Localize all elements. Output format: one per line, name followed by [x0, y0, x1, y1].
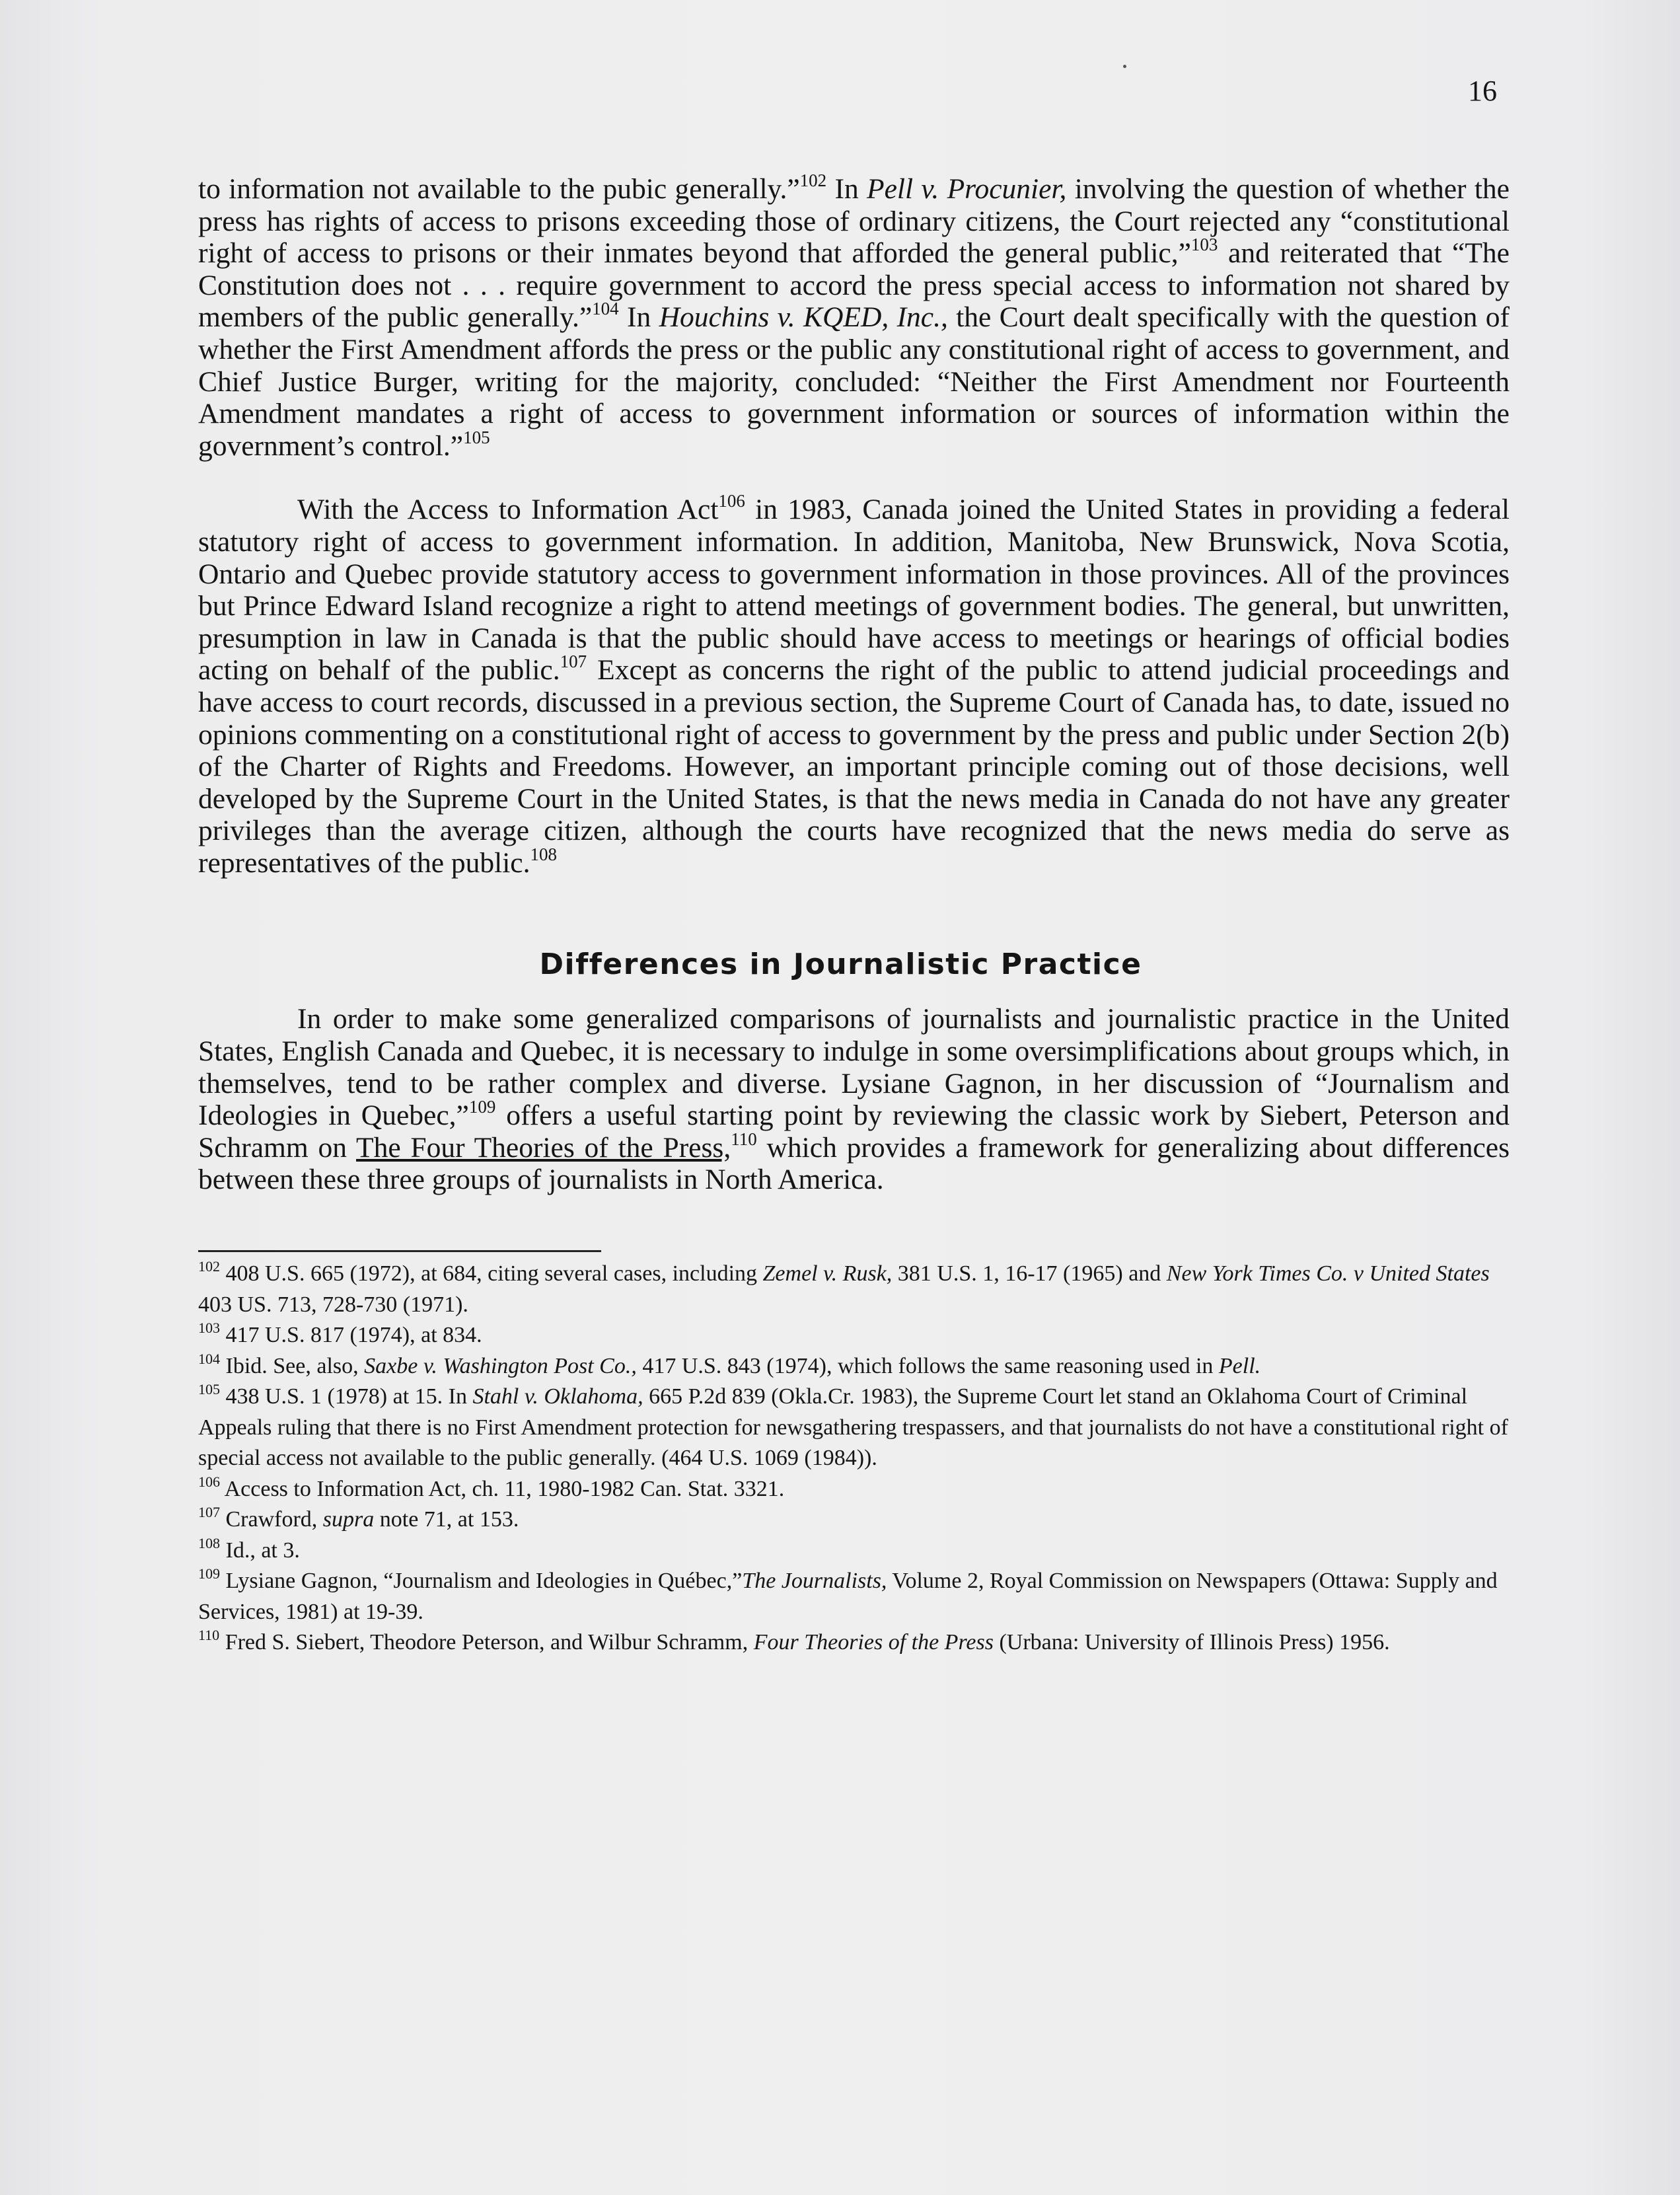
italic-text: Pell.: [1218, 1353, 1261, 1378]
footnote-reference: 108: [530, 844, 557, 864]
italic-text: New York Times Co. v United States: [1166, 1261, 1490, 1286]
text-run: the Court dealt specifically with the question of whether the First Amendment affords the press or the public any constitutional right of access to government, and Chief Justice Burger, writing for the majority, concluded: “Neither the First Amendment nor Fourteenth Amendment mandates a right of access to government information or sources of information within the government’s control.”: [198, 301, 1510, 462]
footnote-109: [198, 1566, 1510, 1627]
footnote-number: 106: [198, 1473, 220, 1490]
footnote-107: [198, 1505, 1510, 1536]
text-run: Ibid. See, also,: [220, 1353, 365, 1378]
text-run: note 71, at 153.: [374, 1507, 519, 1532]
footnote-number: 105: [198, 1381, 220, 1398]
footnote-number: 110: [198, 1627, 220, 1644]
text-run: 417 U.S. 817 (1974), at 834.: [220, 1323, 482, 1348]
italic-text: Stahl v. Oklahoma,: [472, 1384, 643, 1409]
footnotes: [198, 1259, 1510, 1658]
text-run: Crawford,: [220, 1507, 323, 1532]
italic-text: Houchins v. KQED, Inc.,: [659, 301, 948, 334]
text-run: In: [826, 173, 867, 205]
text-run: 381 U.S. 1, 16-17 (1965) and: [892, 1261, 1167, 1286]
footnote-number: 107: [198, 1504, 220, 1521]
footnote-reference: 105: [463, 427, 490, 447]
footnote-103: [198, 1320, 1510, 1351]
text-run: which provides a framework for generalizing about differences between these three groups of journalists in North America.: [198, 1131, 1510, 1196]
footnote-reference: 110: [731, 1129, 757, 1149]
footnote-105: [198, 1382, 1510, 1474]
text-run: Fred S. Siebert, Theodore Peterson, and Wilbur Schramm,: [219, 1630, 754, 1655]
text-run: Lysiane Gagnon, “Journalism and Ideologies in Québec,”: [220, 1569, 743, 1594]
footnote-reference: 104: [592, 299, 619, 319]
footnote-reference: 107: [560, 651, 587, 672]
text-run: to information not available to the pubic generally.”: [198, 173, 800, 205]
italic-text: Pell v. Procunier,: [867, 173, 1067, 205]
footnote-102: [198, 1259, 1510, 1320]
italic-text: Zemel v. Rusk,: [762, 1261, 893, 1286]
text-run: Except as concerns the right of the public to attend judicial proceedings and have access to court records, discussed in a previous section, the Supreme Court of Canada has, to date, issued no opinions commenting on a constitutional right of access to government by the press and public under Section 2(b) of the Charter of Rights and Freedoms. However, an important principle coming out of those decisions, well developed by the Supreme Court in the United States, is that the news media in Canada do not have any greater privileges than the average citizen, although the courts have recognized that the news media do serve as representatives of the public.: [198, 654, 1510, 879]
italic-text: Four Theories of the Press: [753, 1630, 994, 1655]
paragraph-3: [198, 1003, 1510, 1196]
text-run: (Urbana: University of Illinois Press) 1956.: [993, 1630, 1390, 1655]
footnote-108: [198, 1536, 1510, 1567]
text-run: In order to make some generalized comparisons of journalists and journalistic practice in the United States, English Canada and Quebec, it is necessary to indulge in some oversimplifications about groups which, in themselves, tend to be rather complex and diverse. Lysiane Gagnon, in her discussion of “Journalism and Ideologies in Quebec,”: [198, 1003, 1510, 1132]
footnote-number: 102: [198, 1258, 220, 1275]
footnote-reference: 109: [468, 1097, 496, 1117]
text-run: Access to Information Act, ch. 11, 1980-1982 Can. Stat. 3321.: [220, 1476, 785, 1501]
footnote-reference: 102: [799, 170, 827, 190]
footnote-reference: 103: [1190, 235, 1218, 255]
footnote-104: [198, 1351, 1510, 1382]
italic-text: supra: [322, 1507, 375, 1532]
text-run: 438 U.S. 1 (1978) at 15. In: [220, 1384, 473, 1409]
footnote-number: 104: [198, 1350, 220, 1367]
paragraph-1: [198, 170, 1510, 462]
footnote-110: [198, 1627, 1510, 1658]
text-run: offers a useful starting point by reviewing the classic work by Siebert, Peterson and Schramm on: [198, 1099, 1510, 1164]
underlined-title: The Four Theories of the Press,: [356, 1131, 731, 1164]
text-run: Id., at 3.: [220, 1538, 300, 1563]
text-run: in 1983, Canada joined the United States in providing a federal statutory right of access to government information. In addition, Manitoba, New Brunswick, Nova Scotia, Ontario and Quebec provide statutory access to government information in those provinces. All of the provinces but Prince Edward Island recognize a right to attend meetings of government bodies. The general, but unwritten, presumption in law in Canada is that the public should have access to meetings or hearings of official bodies acting on behalf of the public.: [198, 494, 1510, 687]
text-run: and reiterated that “The Constitution does not . . . require government to accord the press special access to information not shared by members of the public generally.”: [198, 237, 1510, 334]
italic-text: Saxbe v. Washington Post Co.,: [364, 1353, 637, 1378]
text-run: involving the question of whether the press has rights of access to prisons exceeding those of ordinary citizens, the Court rejected any “constitutional right of access to prisons or their inmates beyond that afforded the general public,”: [198, 173, 1510, 270]
text-run: In: [618, 301, 659, 334]
footnote-106: [198, 1474, 1510, 1505]
footnote-number: 109: [198, 1565, 220, 1582]
section-heading: Differences in Journalistic Practice: [539, 948, 1142, 982]
body-text: [198, 170, 1510, 1658]
text-run: With the Access to Information Act: [297, 494, 719, 526]
paragraph-2: [198, 491, 1510, 879]
text-run: 403 US. 713, 728-730 (1971).: [198, 1292, 468, 1317]
footnote-divider: [198, 1250, 601, 1252]
text-run: 417 U.S. 843 (1974), which follows the same reasoning used in: [636, 1353, 1219, 1378]
text-run: 408 U.S. 665 (1972), at 684, citing several cases, including: [220, 1261, 763, 1286]
italic-text: The Journalists,: [742, 1569, 887, 1594]
footnote-number: 108: [198, 1534, 220, 1551]
footnote-reference: 106: [718, 491, 745, 511]
footnote-number: 103: [198, 1320, 220, 1337]
page-number: 16: [1468, 75, 1497, 107]
scan-speck: [1123, 65, 1126, 68]
text-run: Volume 2, Royal Commission on Newspapers (Ottawa: Supply and Services, 1981) at 19-39.: [198, 1569, 1498, 1624]
text-run: 665 P.2d 839 (Okla.Cr. 1983), the Supreme Court let stand an Oklahoma Court of Criminal Appeals ruling that there is no First Amendment protection for newsgathering trespassers, and that journalists do not have a constitutional right of special access not available to the public generally. (464 U.S. 1069 (1984)).: [198, 1384, 1508, 1471]
